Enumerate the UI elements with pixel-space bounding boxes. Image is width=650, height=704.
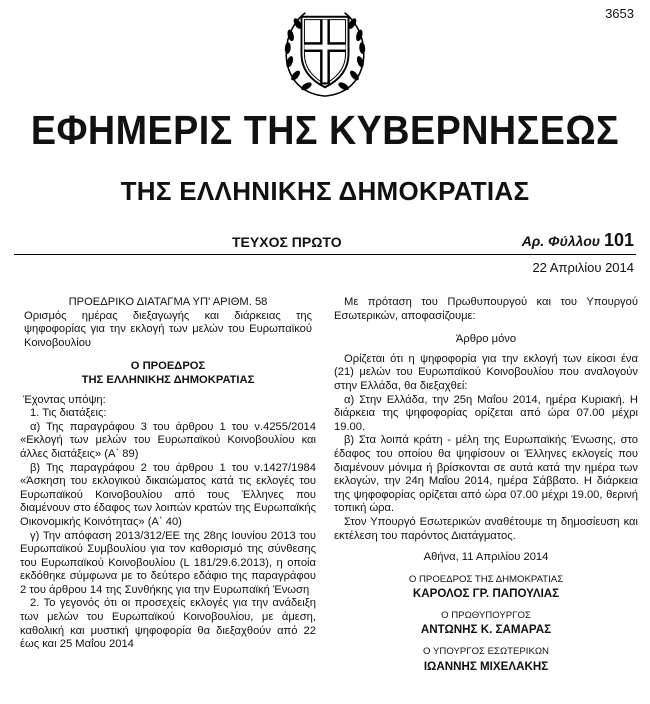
article-item-b: β) Στα λοιπά κράτη - μέλη της Ευρωπαϊκής Ένωσης, στο έδαφος του οποίου θα ψηφίσουν οι Έλληνες εκλογείς που διαμένουν μόνιμα ή βρίσκονται σε αυτά κατά την ημέρα των εκλογών, την 24η Μαΐου 2014, ημέρα Σάββατο. Η διάρκεια της ψηφοφορίας ορίζεται από ώρα 07.00 μέχρι 19.00, θερινή τοπική ώρα.: [334, 434, 638, 515]
having-regard: Έχοντας υπόψη:: [23, 393, 106, 406]
signatory-3-role: Ο ΥΠΟΥΡΓΟΣ ΕΣΩΤΕΡΙΚΩΝ: [423, 646, 549, 658]
place-date: Αθήνα, 11 Απριλίου 2014: [423, 551, 549, 564]
signatory-1-role: Ο ΠΡΟΕΔΡΟΣ ΤΗΣ ΔΗΜΟΚΡΑΤΙΑΣ: [408, 573, 564, 585]
issue-date: 22 Απριλίου 2014: [532, 260, 634, 275]
sheet-number-value: 101: [603, 230, 634, 250]
left-column: [20, 296, 316, 652]
paragraph-1a: α) Της παραγράφου 3 του άρθρου 1 του ν.4255/2014 «Εκλογή των μελών του Ευρωπαϊκού Κοινοβουλίου και άλλες διατάξεις» (Α΄ 89): [20, 420, 316, 460]
gazette-subtitle: ΤΗΣ ΕΛΛΗΝΙΚΗΣ ΔΗΜΟΚΡΑΤΙΑΣ: [120, 176, 530, 206]
article-intro: Ορίζεται ότι η ψηφοφορία για την εκλογή των είκοσι ένα (21) μελών του Ευρωπαϊκού Κοινοβουλίου που αναλογούν στην Ελλάδα, θα διεξαχθεί:: [334, 352, 638, 392]
paragraph-1: 1. Τις διατάξεις:: [30, 407, 107, 420]
page-number: 3653: [605, 6, 634, 21]
signatory-3-name: ΙΩΑΝΝΗΣ ΜΙΧΕΛΑΚΗΣ: [423, 659, 549, 673]
president-heading-line2: ΤΗΣ ΕΛΛΗΝΙΚΗΣ ΔΗΜΟΚΡΑΤΙΑΣ: [81, 373, 255, 386]
proposal-text: Με πρόταση του Πρωθυπουργού και του Υπουργού Εσωτερικών, αποφασίζουμε:: [334, 296, 638, 322]
signatory-2-name: ΑΝΤΩΝΗΣ Κ. ΣΑΜΑΡΑΣ: [420, 623, 552, 637]
article-heading: Άρθρο μόνο: [455, 333, 517, 346]
sheet-label: Αρ. Φύλλου: [521, 233, 601, 249]
right-column: [334, 296, 638, 673]
president-heading: Ο ΠΡΟΕΔΡΟΣ: [130, 360, 206, 373]
article-closing: Στον Υπουργό Εσωτερικών αναθέτουμε τη δημοσίευση και εκτέλεση του παρόντος Διατάγματος.: [334, 515, 638, 542]
article-item-a: α) Στην Ελλάδα, την 25η Μαΐου 2014, ημέρα Κυριακή. Η διάρκεια της ψηφοφορίας ορίζεται από ώρα 07.00 μέχρι 19.00.: [334, 393, 638, 433]
decree-title: ΠΡΟΕΔΡΙΚΟ ΔΙΑΤΑΓΜΑ ΥΠ' ΑΡΙΘΜ. 58: [68, 296, 268, 308]
header-rule: [14, 254, 636, 255]
paragraph-1c: γ) Την απόφαση 2013/312/ΕΕ της 28ης Ιουνίου 2013 του Ευρωπαϊκού Συμβουλίου για τον καθορισμό της σύνθεσης του Ευρωπαϊκού Κοινοβουλίου (L 181/29.6.2013), η οποία εκδόθηκε σύμφωνα με το δεύτερο εδάφιο της παραγράφου 2 του άρθρου 14 της Συνθήκης για την Ευρωπαϊκή Ένωση: [20, 529, 316, 596]
decree-subject: Ορισμός ημέρας διεξαγωγής και διάρκειας της ψηφοφορίας για την εκλογή των μελών του Ευρωπαϊκού Κοινοβουλίου: [24, 309, 312, 349]
paragraph-2: 2. Το γεγονός ότι οι προσεχείς εκλογές για την ανάδειξη των μελών του Ευρωπαϊκού Κοινοβουλίου, με άμεση, καθολική και μυστική ψηφοφορία θα διεξαχθούν από 22 έως και 25 Μαΐου 2014: [20, 597, 316, 651]
paragraph-1b: β) Της παραγράφου 2 του άρθρου 1 του ν.1427/1984 «Άσκηση του εκλογικού δικαιώματος κατά τις εκλογές του Ευρωπαϊκού Κοινοβουλίου από τους Έλληνες που διαμένουν στο έδαφος των λοιπών κρατών της Ευρωπαϊκής Οικονομικής Κοινότητας» (Α΄ 40): [20, 461, 316, 528]
greek-coat-of-arms-icon: [276, 2, 374, 102]
signatory-1-name: ΚΑΡΟΛΟΣ ΓΡ. ΠΑΠΟΥΛΙΑΣ: [412, 587, 560, 601]
sheet-number: [522, 230, 634, 251]
signatory-2-role: Ο ΠΡΩΘΥΠΟΥΡΓΟΣ: [441, 609, 531, 621]
gazette-title: ΕΦΗΜΕΡΙΣ ΤΗΣ ΚΥΒΕΡΝΗΣΕΩΣ: [30, 107, 620, 153]
issue-label: ΤΕΥΧΟΣ ΠΡΩΤΟ: [232, 234, 342, 250]
